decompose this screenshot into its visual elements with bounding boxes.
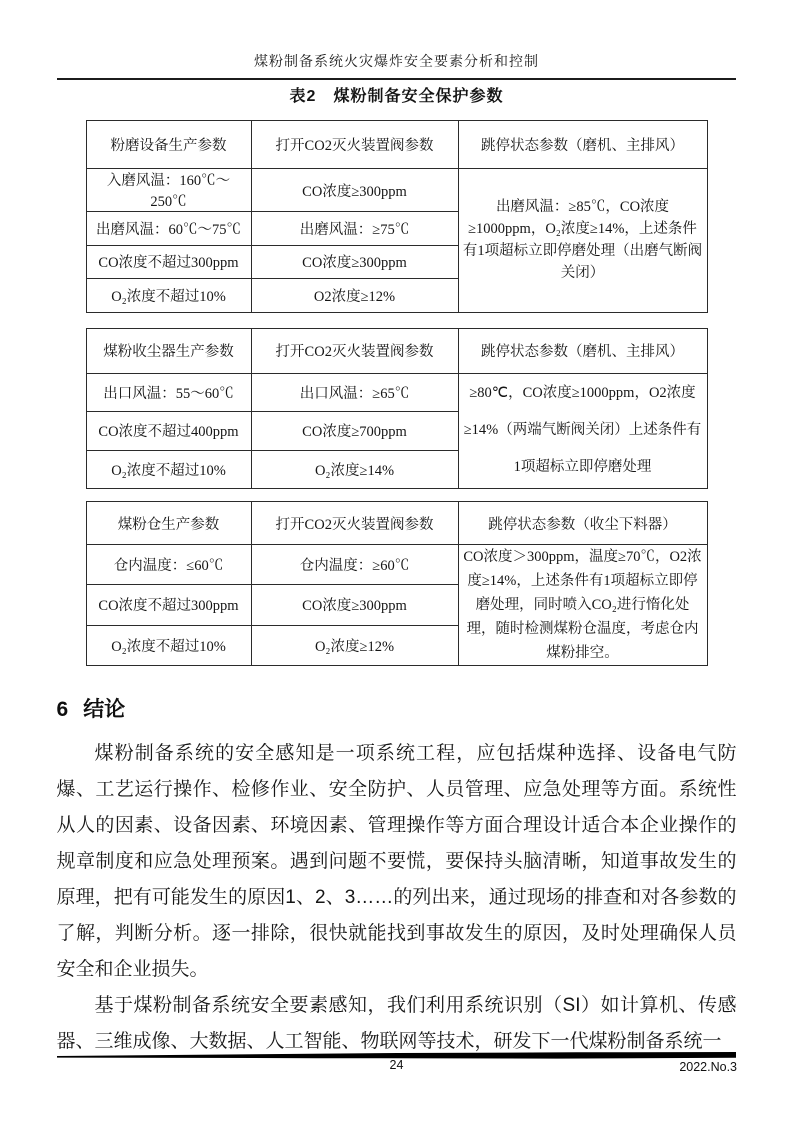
- table-cell: CO浓度≥300ppm: [251, 245, 458, 279]
- table-cell: 出磨风温：≥75℃: [251, 212, 458, 246]
- table-header-cell: 跳停状态参数（收尘下料器）: [458, 502, 707, 545]
- table-cell: 仓内温度：≤60℃: [86, 545, 251, 585]
- table-cell: CO浓度≥300ppm: [251, 585, 458, 625]
- table-coal-bin-params: [86, 501, 708, 666]
- table-row: [86, 545, 707, 585]
- table-cell: 出磨风温：60℃～75℃: [86, 212, 251, 246]
- table-header-cell: 跳停状态参数（磨机、主排风）: [458, 121, 707, 169]
- footer: [0, 1058, 793, 1072]
- table-cell: CO浓度不超过300ppm: [86, 585, 251, 625]
- header-rule: [57, 78, 736, 80]
- table-cell: CO浓度≥300ppm: [251, 169, 458, 212]
- table-row: [86, 373, 707, 412]
- table-cell: O₂浓度不超过10%: [86, 625, 251, 665]
- table-mill-production-params: [86, 120, 708, 313]
- issue-label: 2022.No.3: [679, 1060, 737, 1074]
- table-header-row: [86, 328, 707, 373]
- table-cell-merged-trip-conditions: 出磨风温：≥85℃，CO浓度≥1000ppm，O₂浓度≥14%，上述条件有1项超标立即停磨处理（出磨气断阀关闭）: [458, 169, 707, 313]
- table-header-cell: 粉磨设备生产参数: [86, 121, 251, 169]
- conclusion-body: [57, 736, 737, 1060]
- page-number: 24: [389, 1058, 404, 1072]
- table-cell: 出口风温：55～60℃: [86, 373, 251, 412]
- body-paragraph: 基于煤粉制备系统安全要素感知，我们利用系统识别（SI）如计算机、传感器、三维成像、大数据、人工智能、物联网等技术，研发下一代煤粉制备系统一: [56, 995, 737, 1052]
- table-header-row: [86, 502, 707, 545]
- table-cell: 入磨风温：160℃～250℃: [86, 169, 251, 212]
- section-title: 结论: [83, 698, 126, 721]
- table-cell: O2浓度≥12%: [251, 279, 458, 313]
- body-paragraph: 煤粉制备系统的安全感知是一项系统工程，应包括煤种选择、设备电气防爆、工艺运行操作、检修作业、安全防护、人员管理、应急处理等方面。系统性从人的因素、设备因素、环境因素、管理操作等方面合理设计适合本企业操作的规章制度和应急处理预案。遇到问题不要慌，要保持头脑清晰，知道事故发生的原理，把有可能发生的原因1、2、3……的列出来，通过现场的排查和对各参数的了解，判断分析。逐一排除，很快就能找到事故发生的原因，及时处理确保人员安全和企业损失。: [56, 743, 737, 980]
- table-header-cell: 打开CO2灭火装置阀参数: [251, 502, 458, 545]
- conclusion-heading: [57, 696, 737, 723]
- table-cell: CO浓度不超过300ppm: [86, 245, 251, 279]
- table-header-cell: 跳停状态参数（磨机、主排风）: [458, 328, 707, 373]
- table-header-row: [86, 121, 707, 169]
- table-row: [86, 169, 707, 212]
- table-header-cell: 煤粉收尘器生产参数: [86, 328, 251, 373]
- table-cell-merged-trip-conditions: ≥80℃，CO浓度≥1000ppm，O2浓度≥14%（两端气断阀关闭）上述条件有1项超标立即停磨处理: [458, 373, 707, 489]
- running-head: 煤粉制备系统火灾爆炸安全要素分析和控制: [254, 55, 539, 70]
- table-cell-merged-trip-conditions: CO浓度＞300ppm，温度≥70℃，O2浓度≥14%，上述条件有1项超标立即停磨处理，同时喷入CO₂进行惰化处理，随时检测煤粉仓温度，考虑仓内煤粉排空。: [458, 545, 707, 666]
- section-number: 6: [56, 698, 69, 721]
- table-cell: O₂浓度≥14%: [251, 450, 458, 489]
- table-cell: 仓内温度：≥60℃: [251, 545, 458, 585]
- table-cell: O₂浓度不超过10%: [86, 450, 251, 489]
- table-header-cell: 打开CO2灭火装置阀参数: [251, 121, 458, 169]
- table-cell: O₂浓度≥12%: [251, 625, 458, 665]
- table-cell: CO浓度不超过400ppm: [86, 412, 251, 451]
- table-cell: 出口风温：≥65℃: [251, 373, 458, 412]
- table-header-cell: 打开CO2灭火装置阀参数: [251, 328, 458, 373]
- table-cell: O₂浓度不超过10%: [86, 279, 251, 313]
- table-caption: 表2 煤粉制备安全保护参数: [289, 88, 504, 105]
- table-dust-collector-params: [86, 328, 708, 490]
- table-cell: CO浓度≥700ppm: [251, 412, 458, 451]
- table-header-cell: 煤粉仓生产参数: [86, 502, 251, 545]
- footer-rule: [57, 1047, 736, 1055]
